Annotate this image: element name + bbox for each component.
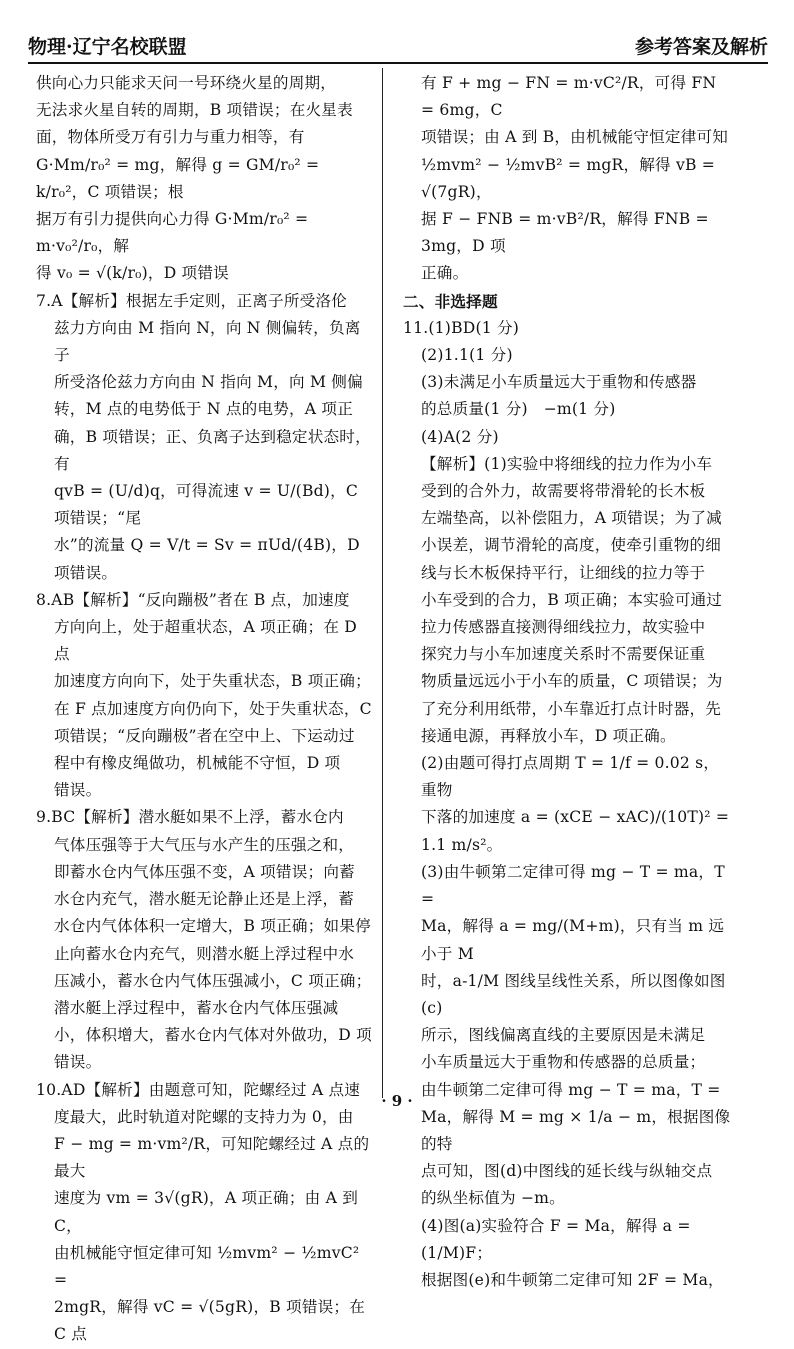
answer-7-heading: 7.A【解析】根据左手定则，正离子所受洛伦: [36, 291, 348, 310]
page-number: · 9 ·: [381, 1092, 413, 1110]
formula-line: Ma，解得 M = mg × 1/a − m，根据图像的特: [421, 1107, 731, 1153]
formula-line: (2)由题可得打点周期 T = 1/f = 0.02 s，重物: [421, 754, 720, 800]
analysis-line: 【解析】(1)实验中将细线的拉力作为小车: [421, 454, 713, 473]
text-line: 程中有橡皮绳做功，机械能不守恒，D 项: [54, 754, 341, 773]
text-line: 错误。: [54, 781, 102, 800]
formula-line: 速度为 vm = 3√(gR)，A 项正确；由 A 到 C，: [54, 1189, 359, 1235]
text-line: 小，体积增大，蓄水仓内气体对外做功，D 项: [54, 1026, 372, 1045]
text-line: 面，物体所受万有引力与重力相等，有: [36, 128, 305, 147]
text-line: 受到的合外力，故需要将带滑轮的长木板: [421, 482, 706, 501]
text-line: 所受洛伦兹力方向由 N 指向 M，向 M 侧偏: [54, 373, 363, 392]
formula-line: 据 F − FNB = m·vB²/R，解得 FNB = 3mg，D 项: [421, 210, 709, 256]
text-line: 水仓内充气，潜水艇无论静止还是上浮，蓄: [54, 890, 355, 909]
text-line: 小误差，调节滑轮的高度，使牵引重物的细: [421, 536, 722, 555]
text-line: 止向蓄水仓内充气，则潜水艇上浮过程中水: [54, 944, 355, 963]
text-line: 的总质量(1 分) −m(1 分): [421, 400, 616, 419]
text-line: 供向心力只能求天问一号环绕火星的周期，: [36, 74, 337, 92]
right-column: [403, 70, 733, 1294]
text-line: (4)A(2 分): [421, 427, 499, 446]
text-line: 物质量远远小于小车的质量，C 项错误；为: [421, 672, 723, 691]
answer-11-heading: 11.(1)BD(1 分): [403, 318, 520, 337]
text-line: 拉力传感器直接测得细线拉力，故实验中: [421, 618, 706, 637]
formula-line: (4)图(a)实验符合 F = Ma，解得 a = (1/M)F；: [421, 1216, 691, 1262]
formula-line: 得 v₀ = √(k/r₀)，D 项错误: [36, 264, 229, 283]
text-line: 确，B 项错误；正、负离子达到稳定状态时，有: [54, 427, 371, 473]
text-line: 即蓄水仓内气体压强不变，A 项错误；向蓄: [54, 862, 355, 881]
formula-line: 据万有引力提供向心力得 G·Mm/r₀² = m·v₀²/r₀，解: [36, 210, 309, 256]
text-line: 无法求火星自转的周期，B 项错误；在火星表: [36, 101, 353, 120]
text-line: 线与长木板保持平行，让细线的拉力等于: [421, 563, 706, 582]
text-line: 项错误；“反向蹦极”者在空中上、下运动过: [54, 726, 355, 745]
text-line: 时，a-1/M 图线呈线性关系，所以图像如图(c): [421, 971, 726, 1017]
text-line: 的纵坐标值为 −m。: [421, 1189, 565, 1208]
text-line: 正确。: [421, 264, 469, 283]
text-line: 转，M 点的电势低于 N 点的电势，A 项正: [54, 400, 354, 419]
text-line: 了充分利用纸带，小车靠近打点计时器，先: [421, 699, 722, 718]
text-line: 接通电源，再释放小车，D 项正确。: [421, 726, 676, 745]
formula-line: qvB = (U/d)q，可得流速 v = U/(Bd)，C 项错误；“尾: [54, 482, 359, 528]
page-header: [28, 26, 768, 64]
header-title: 参考答案及解析: [634, 36, 768, 58]
text-line: 度最大，此时轨道对陀螺的支持力为 0，由: [54, 1107, 354, 1126]
header-subject: 物理·辽宁名校联盟: [28, 36, 187, 58]
text-line: 所示，图线偏离直线的主要原因是未满足: [421, 1026, 706, 1045]
text-line: (2)1.1(1 分): [421, 346, 513, 365]
text-line: 点可知，图(d)中图线的延长线与纵轴交点: [421, 1162, 713, 1181]
formula-line: ½mvm² − ½mvB² = mgR，解得 vB = √(7gR)，: [421, 155, 716, 201]
text-line: 项错误；由 A 到 B，由机械能守恒定律可知: [421, 128, 729, 147]
answer-10-heading: 10.AD【解析】由题意可知，陀螺经过 A 点速: [36, 1080, 361, 1099]
text-line: 左端垫高，以补偿阻力，A 项错误；为了减: [421, 509, 722, 528]
formula-line: 由牛顿第二定律可得 mg − T = ma，T =: [421, 1080, 721, 1099]
formula-line: (3)由牛顿第二定律可得 mg − T = ma，T =: [421, 862, 725, 909]
text-line: (3)未满足小车质量远大于重物和传感器: [421, 373, 697, 392]
text-line: 兹力方向由 M 指向 N，向 N 侧偏转，负离子: [54, 318, 361, 365]
text-line: 压减小，蓄水仓内气体压强减小，C 项正确；: [54, 971, 372, 990]
formula-line: 根据图(e)和牛顿第二定律可知 2F = Ma，: [421, 1270, 724, 1289]
column-divider: [382, 68, 383, 1098]
text-line: 在 F 点加速度方向仍向下，处于失重状态，C: [54, 699, 372, 718]
formula-line: G·Mm/r₀² = mg，解得 g = GM/r₀² = k/r₀²，C 项错误；根: [36, 155, 320, 201]
formula-line: 下落的加速度 a = (xCE − xAC)/(10T)² = 1.1 m/s²。: [421, 808, 730, 854]
section-heading: 二、非选择题: [403, 291, 498, 311]
formula-line: 水”的流量 Q = V/t = Sv = πUd/(4B)，D 项错误。: [54, 536, 360, 582]
formula-line: F − mg = m·vm²/R，可知陀螺经过 A 点的最大: [54, 1134, 370, 1181]
left-column: [36, 70, 374, 1349]
text-line: 潜水艇上浮过程中，蓄水仓内气体压强减: [54, 998, 339, 1017]
formula-line: Ma，解得 a = mg/(M+m)，只有当 m 远小于 M: [421, 917, 725, 963]
text-line: 气体压强等于大气压与水产生的压强之和，: [54, 835, 355, 854]
formula-line: 有 F + mg − FN = m·vC²/R，可得 FN = 6mg，C: [421, 74, 717, 120]
text-line: 探究力与小车加速度关系时不需要保证重: [421, 645, 706, 664]
text-line: 水仓内气体体积一定增大，B 项正确；如果停: [54, 917, 371, 936]
text-line: 错误。: [54, 1053, 102, 1072]
answer-8-heading: 8.AB【解析】“反向蹦极”者在 B 点，加速度: [36, 590, 350, 609]
text-line: 小车质量远大于重物和传感器的总质量；: [421, 1053, 706, 1072]
text-line: 加速度方向向下，处于失重状态，B 项正确；: [54, 672, 371, 691]
formula-line: 2mgR，解得 vC = √(5gR)，B 项错误；在 C 点: [54, 1298, 366, 1344]
formula-line: 由机械能守恒定律可知 ½mvm² − ½mvC² =: [54, 1243, 360, 1289]
text-line: 小车受到的合力，B 项正确；本实验可通过: [421, 590, 723, 609]
answer-9-heading: 9.BC【解析】潜水艇如果不上浮，蓄水仓内: [36, 808, 344, 827]
text-line: 方向向上，处于超重状态，A 项正确；在 D 点: [54, 618, 357, 664]
